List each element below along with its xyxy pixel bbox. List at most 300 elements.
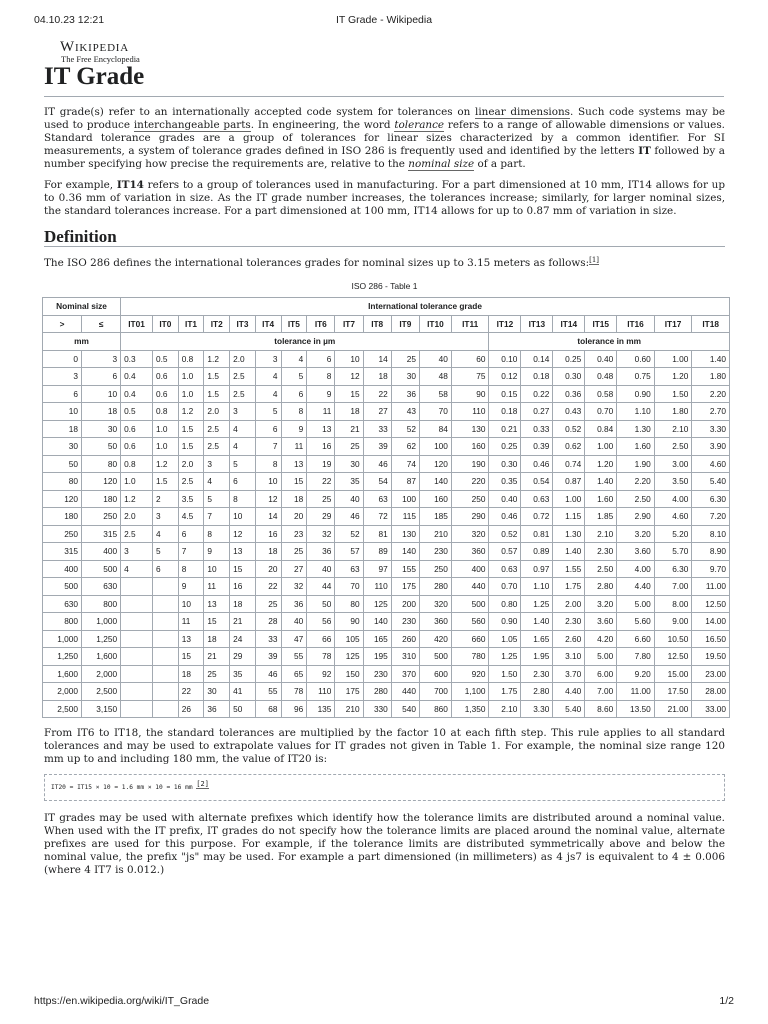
table-cell: 4 <box>153 525 179 543</box>
wikipedia-logo[interactable] <box>60 39 140 64</box>
table-cell: 5.40 <box>553 700 585 718</box>
table-cell: 0.5 <box>153 350 179 368</box>
table-cell: 4 <box>255 368 281 386</box>
table-cell: 6.30 <box>692 490 730 508</box>
table-row <box>43 368 730 386</box>
table-cell: 0.10 <box>489 350 521 368</box>
table-cell: 15 <box>281 473 307 491</box>
table-cell: 78 <box>281 683 307 701</box>
print-page-number: 1/2 <box>719 995 734 1007</box>
table-cell: 8.60 <box>585 700 617 718</box>
table-cell: 7.20 <box>692 508 730 526</box>
table-cell: 230 <box>391 613 419 631</box>
intro-text: . Such code systems may be used to produce <box>44 106 725 131</box>
table-cell: 175 <box>335 683 363 701</box>
table-cell: 1.60 <box>617 438 655 456</box>
table-cell: 8 <box>230 490 256 508</box>
table-cell: 0.18 <box>521 368 553 386</box>
table-cell: 46 <box>255 665 281 683</box>
table-row <box>43 455 730 473</box>
table-cell: 1.05 <box>489 630 521 648</box>
table-cell: 0.84 <box>585 420 617 438</box>
table-cell: 2.70 <box>692 403 730 421</box>
table-cell: 6.00 <box>585 665 617 683</box>
table-cell: 3.20 <box>585 595 617 613</box>
table-row <box>43 473 730 491</box>
table-row <box>43 683 730 701</box>
table-cell: 10 <box>255 473 281 491</box>
table-cell: 15 <box>204 613 230 631</box>
table-cell: 4.60 <box>692 455 730 473</box>
table-cell: 125 <box>335 648 363 666</box>
table-cell: 22 <box>255 578 281 596</box>
table-cell: 0.5 <box>121 403 153 421</box>
formula-text: IT20 = IT15 × 10 = 1.6 mm × 10 = 16 mm <box>51 784 193 791</box>
table-cell: 46 <box>363 455 391 473</box>
table-cell: 8 <box>307 368 335 386</box>
table-cell: 81 <box>363 525 391 543</box>
table-cell: 100 <box>391 490 419 508</box>
table-cell: 8.10 <box>692 525 730 543</box>
table-row <box>43 508 730 526</box>
link-linear-dimensions[interactable]: linear dimensions <box>475 106 571 118</box>
table-cell <box>153 613 179 631</box>
table-cell: 2.80 <box>521 683 553 701</box>
link-nominal-size[interactable]: nominal size <box>408 158 475 170</box>
table-cell: 11 <box>307 403 335 421</box>
table-cell: 1,000 <box>43 630 82 648</box>
table-row <box>43 403 730 421</box>
table-cell: 0.39 <box>521 438 553 456</box>
table-row <box>43 648 730 666</box>
table-cell: 1.0 <box>178 368 204 386</box>
table-cell: 210 <box>419 525 451 543</box>
table-cell: 2.0 <box>121 508 153 526</box>
table-cell: 18 <box>204 630 230 648</box>
table-cell: 500 <box>419 648 451 666</box>
table-row <box>43 560 730 578</box>
table-cell: 25 <box>335 438 363 456</box>
table-cell <box>121 700 153 718</box>
table-cell: 13 <box>204 595 230 613</box>
table-row <box>43 613 730 631</box>
header-grade-it01: IT01 <box>121 315 153 333</box>
table-cell: 310 <box>391 648 419 666</box>
table-cell: 56 <box>307 613 335 631</box>
table-cell: 2.5 <box>230 368 256 386</box>
table-cell: 50 <box>230 700 256 718</box>
table-cell: 110 <box>363 578 391 596</box>
reference-link-1[interactable]: [1] <box>589 255 600 264</box>
table-cell: 180 <box>82 490 121 508</box>
table-cell: 2,000 <box>43 683 82 701</box>
intro-text: followed by a number specifying how precise the requirements are, relative to the <box>44 145 725 170</box>
table-cell: 0.6 <box>153 368 179 386</box>
table-cell: 400 <box>43 560 82 578</box>
table-cell: 65 <box>281 665 307 683</box>
table-cell: 120 <box>43 490 82 508</box>
table-cell: 2.5 <box>204 420 230 438</box>
section-heading-definition: Definition <box>44 230 725 247</box>
table-row <box>43 420 730 438</box>
header-grade-it14: IT14 <box>553 315 585 333</box>
table-cell: 32 <box>281 578 307 596</box>
table-cell: 0.70 <box>489 578 521 596</box>
table-cell: 6 <box>178 525 204 543</box>
prefix-paragraph: IT grades may be used with alternate prefixes which identify how the tolerance limits are distributed around a nominal value. When used with the IT prefix, IT grades do not specify how the tolerance limits are placed around the nominal value, alternate prefixes are used for this purpose. For example, if the tolerance limits are distributed symmetrically above and below the nominal value, the prefix "js" may be used. For example a part dimensioned (in millimeters) as 4 js7 is equivalent to 4 ± 0.006 (where 4 IT7 is 0.012.) <box>44 812 725 876</box>
table-cell: 0.18 <box>489 403 521 421</box>
table-cell: 920 <box>451 665 489 683</box>
table-cell: 52 <box>391 420 419 438</box>
table-cell: 44 <box>307 578 335 596</box>
table-cell: 1.5 <box>153 473 179 491</box>
table-cell: 9.00 <box>654 613 692 631</box>
header-tolerance-grade: International tolerance grade <box>121 298 730 316</box>
table-cell: 22 <box>307 473 335 491</box>
table-cell: 4 <box>230 438 256 456</box>
table-cell: 10 <box>178 595 204 613</box>
table-cell: 10 <box>82 385 121 403</box>
table-cell: 4.00 <box>617 560 655 578</box>
table-cell: 40 <box>307 560 335 578</box>
table-cell: 0.3 <box>121 350 153 368</box>
header-grade-it12: IT12 <box>489 315 521 333</box>
table-cell: 5.00 <box>585 648 617 666</box>
table-cell: 1.40 <box>553 543 585 561</box>
table-cell: 23 <box>281 525 307 543</box>
table-cell: 1.75 <box>553 578 585 596</box>
header-grade-it3: IT3 <box>230 315 256 333</box>
table-cell: 9.70 <box>692 560 730 578</box>
table-cell: 97 <box>363 560 391 578</box>
table-cell: 0.80 <box>489 595 521 613</box>
link-interchangeable-parts[interactable]: interchangeable parts <box>133 119 251 131</box>
table-cell: 110 <box>451 403 489 421</box>
table-cell: 250 <box>451 490 489 508</box>
table-cell: 25 <box>255 595 281 613</box>
table-cell: 400 <box>451 560 489 578</box>
table-cell: 0.57 <box>489 543 521 561</box>
table-cell: 1.00 <box>553 490 585 508</box>
table-cell: 1,350 <box>451 700 489 718</box>
table-row <box>43 385 730 403</box>
table-cell: 80 <box>335 595 363 613</box>
table-cell: 9 <box>281 420 307 438</box>
table-cell: 315 <box>43 543 82 561</box>
header-grade-it11: IT11 <box>451 315 489 333</box>
bold-it14: IT14 <box>116 179 144 191</box>
logo-tagline: The Free Encyclopedia <box>61 54 140 64</box>
table-cell: 25 <box>281 543 307 561</box>
table-row <box>43 700 730 718</box>
table-cell: 1.20 <box>654 368 692 386</box>
table-cell: 5.70 <box>654 543 692 561</box>
table-cell: 280 <box>419 578 451 596</box>
table-cell: 700 <box>419 683 451 701</box>
table-cell: 1.20 <box>585 455 617 473</box>
table-cell: 0.25 <box>489 438 521 456</box>
table-cell: 1.15 <box>553 508 585 526</box>
table-cell: 36 <box>307 543 335 561</box>
table-cell: 4 <box>281 350 307 368</box>
table-cell: 35 <box>335 473 363 491</box>
table-cell: 5.00 <box>617 595 655 613</box>
table-cell: 0.58 <box>585 385 617 403</box>
table-cell: 10.50 <box>654 630 692 648</box>
table-cell: 3 <box>121 543 153 561</box>
header-grade-it8: IT8 <box>363 315 391 333</box>
table-cell: 1,600 <box>43 665 82 683</box>
table-cell: 55 <box>255 683 281 701</box>
table-cell: 500 <box>82 560 121 578</box>
table-cell: 4.20 <box>585 630 617 648</box>
table-cell: 0.6 <box>121 438 153 456</box>
table-cell: 2.10 <box>489 700 521 718</box>
table-cell: 84 <box>419 420 451 438</box>
table-cell: 54 <box>363 473 391 491</box>
table-cell: 5.20 <box>654 525 692 543</box>
table-cell: 18 <box>82 403 121 421</box>
example-paragraph <box>44 179 725 218</box>
table-cell: 1.40 <box>585 473 617 491</box>
table-cell: 1.2 <box>121 490 153 508</box>
table-cell: 28.00 <box>692 683 730 701</box>
header-less-equal: ≤ <box>82 315 121 333</box>
table-cell: 87 <box>391 473 419 491</box>
table-cell: 4.40 <box>553 683 585 701</box>
table-cell: 0.6 <box>153 385 179 403</box>
intro-text: . In engineering, the word <box>250 119 395 131</box>
header-unit-mm: mm <box>43 333 121 351</box>
table-cell: 180 <box>43 508 82 526</box>
table-cell: 16 <box>307 438 335 456</box>
table-cell: 15 <box>335 385 363 403</box>
table-cell: 1.90 <box>617 455 655 473</box>
table-cell: 0.8 <box>178 350 204 368</box>
table-cell: 2.80 <box>585 578 617 596</box>
table-cell: 0.63 <box>489 560 521 578</box>
table-cell: 1.85 <box>585 508 617 526</box>
table-cell: 860 <box>419 700 451 718</box>
table-cell: 0.35 <box>489 473 521 491</box>
logo-wordmark: Wikipedia <box>60 39 130 55</box>
table-cell: 3 <box>153 508 179 526</box>
table-cell: 140 <box>419 473 451 491</box>
table-cell: 660 <box>451 630 489 648</box>
table-cell: 35 <box>230 665 256 683</box>
table-cell: 4.40 <box>617 578 655 596</box>
table-cell: 1.80 <box>692 368 730 386</box>
table-cell: 150 <box>335 665 363 683</box>
table-cell: 90 <box>451 385 489 403</box>
table-cell: 0.6 <box>121 420 153 438</box>
table-cell: 105 <box>335 630 363 648</box>
table-cell: 7.00 <box>585 683 617 701</box>
table-cell: 70 <box>419 403 451 421</box>
table-cell: 0.30 <box>489 455 521 473</box>
reference-link-2[interactable]: [2] <box>196 779 209 788</box>
table-cell: 120 <box>82 473 121 491</box>
table-cell: 210 <box>335 700 363 718</box>
table-cell: 40 <box>335 490 363 508</box>
table-cell: 3,150 <box>82 700 121 718</box>
intro-text: refers to a range of allowable dimensions or values. Standard tolerance grades are a group of tolerances for linear sizes characterized by a common identifier. For SI measurements, a system of tolerance grades defined in ISO 286 is frequently used and identified by the letters <box>44 119 725 157</box>
table-cell: 2.10 <box>585 525 617 543</box>
table-cell: 68 <box>255 700 281 718</box>
table-cell: 800 <box>43 613 82 631</box>
table-cell <box>153 595 179 613</box>
table-cell: 0.40 <box>489 490 521 508</box>
formula-box <box>44 774 725 801</box>
table-cell: 36 <box>204 700 230 718</box>
table-cell: 0.74 <box>553 455 585 473</box>
table-cell: 1.60 <box>585 490 617 508</box>
table-cell: 230 <box>363 665 391 683</box>
table-cell <box>121 630 153 648</box>
table-cell: 18 <box>178 665 204 683</box>
print-url: https://en.wikipedia.org/wiki/IT_Grade <box>34 995 210 1007</box>
table-cell: 8 <box>204 525 230 543</box>
table-cell: 40 <box>281 613 307 631</box>
table-cell: 1.40 <box>521 613 553 631</box>
table-cell: 260 <box>391 630 419 648</box>
header-nominal-size: Nominal size <box>43 298 121 316</box>
table-cell: 1.00 <box>654 350 692 368</box>
table-cell: 1.25 <box>521 595 553 613</box>
table-cell: 18 <box>281 490 307 508</box>
table-cell: 58 <box>419 385 451 403</box>
table-cell: 190 <box>451 455 489 473</box>
table-cell: 0.70 <box>585 403 617 421</box>
table-cell: 50 <box>82 438 121 456</box>
table-cell: 8 <box>178 560 204 578</box>
table-cell: 2,500 <box>43 700 82 718</box>
table-cell: 250 <box>43 525 82 543</box>
table-cell: 6 <box>255 420 281 438</box>
table-caption: ISO 286 - Table 1 <box>351 281 418 291</box>
print-header <box>34 14 734 30</box>
table-cell: 13 <box>178 630 204 648</box>
table-cell: 70 <box>335 578 363 596</box>
table-cell: 100 <box>419 438 451 456</box>
table-row <box>43 630 730 648</box>
table-cell: 11 <box>204 578 230 596</box>
table-cell: 74 <box>391 455 419 473</box>
table-cell: 2.60 <box>553 630 585 648</box>
definition-text: The ISO 286 defines the international tolerances grades for nominal sizes up to 3.15 meters as follows: <box>44 257 590 269</box>
table-cell: 0.97 <box>521 560 553 578</box>
header-grade-it18: IT18 <box>692 315 730 333</box>
table-cell: 140 <box>363 613 391 631</box>
header-grade-it9: IT9 <box>391 315 419 333</box>
table-cell: 96 <box>281 700 307 718</box>
table-cell: 1.0 <box>178 385 204 403</box>
table-cell: 3.60 <box>585 613 617 631</box>
table-cell: 13.50 <box>617 700 655 718</box>
table-cell: 2.30 <box>521 665 553 683</box>
table-cell: 4 <box>204 473 230 491</box>
table-cell: 0.40 <box>585 350 617 368</box>
table-cell: 5 <box>230 455 256 473</box>
table-cell: 2,000 <box>82 665 121 683</box>
table-cell: 1.65 <box>521 630 553 648</box>
table-cell: 1.2 <box>204 350 230 368</box>
table-cell: 0.52 <box>553 420 585 438</box>
intro-text: of a part. <box>474 158 526 170</box>
table-cell: 46 <box>335 508 363 526</box>
table-cell: 18 <box>363 368 391 386</box>
table-cell: 2.90 <box>617 508 655 526</box>
table-cell: 315 <box>82 525 121 543</box>
table-cell: 21 <box>230 613 256 631</box>
table-cell: 1.2 <box>178 403 204 421</box>
table-cell: 0.12 <box>489 368 521 386</box>
table-cell: 2.50 <box>617 490 655 508</box>
table-cell <box>121 578 153 596</box>
table-cell: 0.46 <box>489 508 521 526</box>
table-cell: 1,000 <box>82 613 121 631</box>
table-cell: 1,250 <box>43 648 82 666</box>
table-cell: 39 <box>363 438 391 456</box>
link-tolerance[interactable]: tolerance <box>394 119 445 131</box>
table-cell: 75 <box>451 368 489 386</box>
page-title: IT Grade <box>44 63 145 90</box>
table-cell <box>121 613 153 631</box>
table-cell: 10 <box>43 403 82 421</box>
table-cell: 18 <box>335 403 363 421</box>
print-timestamp: 04.10.23 12:21 <box>34 14 105 26</box>
table-cell: 440 <box>451 578 489 596</box>
table-cell: 230 <box>419 543 451 561</box>
table-cell: 12.50 <box>692 595 730 613</box>
header-grade-it13: IT13 <box>521 315 553 333</box>
table-cell: 7.80 <box>617 648 655 666</box>
table-cell: 0.14 <box>521 350 553 368</box>
table-cell: 220 <box>451 473 489 491</box>
table-cell: 1.0 <box>121 473 153 491</box>
table-cell: 24 <box>230 630 256 648</box>
table-cell: 15.00 <box>654 665 692 683</box>
table-cell: 0.27 <box>521 403 553 421</box>
table-cell: 0.90 <box>489 613 521 631</box>
table-cell: 1.0 <box>153 438 179 456</box>
table-cell: 320 <box>419 595 451 613</box>
table-cell: 18 <box>255 543 281 561</box>
table-cell: 14 <box>363 350 391 368</box>
intro-text: IT grade(s) refer to an internationally accepted code system for tolerances on <box>44 106 476 118</box>
table-cell: 0.4 <box>121 385 153 403</box>
table-cell: 2 <box>153 490 179 508</box>
bold-it: IT <box>638 145 651 157</box>
table-cell: 16 <box>230 578 256 596</box>
table-cell <box>121 665 153 683</box>
table-cell: 14 <box>255 508 281 526</box>
table-cell: 6 <box>82 368 121 386</box>
header-grade-it16: IT16 <box>617 315 655 333</box>
table-cell: 0.48 <box>585 368 617 386</box>
header-grade-it4: IT4 <box>255 315 281 333</box>
table-cell: 0.54 <box>521 473 553 491</box>
table-cell: 290 <box>451 508 489 526</box>
table-cell: 2.20 <box>617 473 655 491</box>
table-cell: 1.25 <box>489 648 521 666</box>
table-cell: 16.50 <box>692 630 730 648</box>
table-cell: 10 <box>230 508 256 526</box>
table-cell: 1.0 <box>153 420 179 438</box>
table-cell: 3.70 <box>553 665 585 683</box>
header-grade-it15: IT15 <box>585 315 617 333</box>
header-grade-it7: IT7 <box>335 315 363 333</box>
